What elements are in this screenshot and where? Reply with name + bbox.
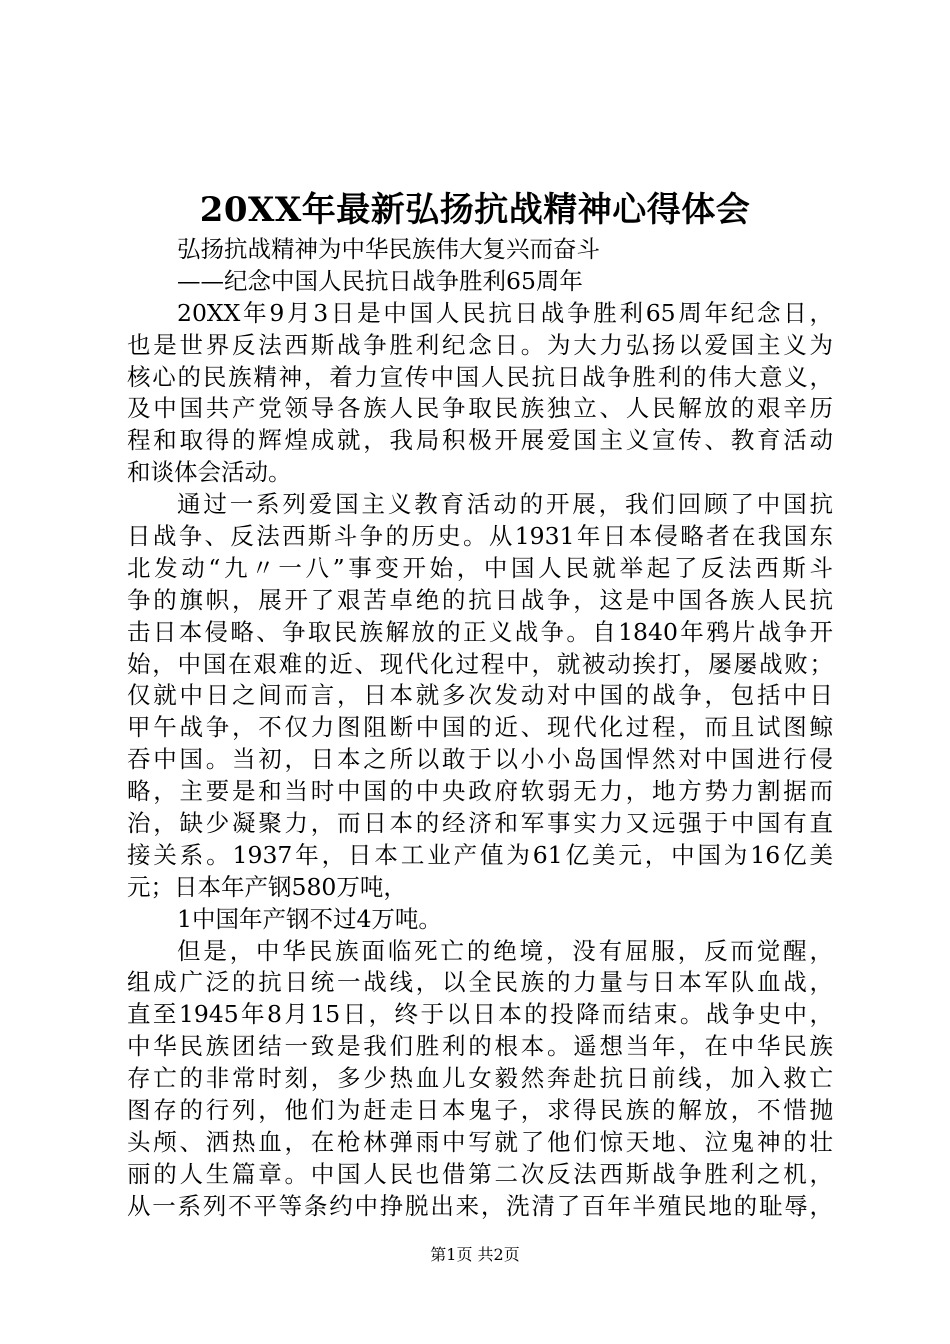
- text-line: 仅就中日之间而言，日本就多次发动对中国的战争，包括中日: [127, 681, 833, 710]
- text-line: 吞中国。当初，日本之所以敢于以小小岛国悍然对中国进行侵: [127, 745, 833, 774]
- page-footer: 第1页 共2页: [430, 1245, 520, 1264]
- text-line: 从一系列不平等条约中挣脱出来，洗清了百年半殖民地的耻辱，: [127, 1191, 833, 1220]
- text-line: 1中国年产钢不过4万吨。: [177, 904, 442, 933]
- text-line: 争的旗帜，展开了艰苦卓绝的抗日战争，这是中国各族人民抗: [127, 585, 833, 614]
- text-line: 弘扬抗战精神为中华民族伟大复兴而奋斗: [177, 235, 600, 263]
- text-line: ——纪念中国人民抗日战争胜利65周年: [177, 266, 583, 295]
- text-line: 日战争、反法西斯斗争的历史。从1931年日本侵略者在我国东: [127, 522, 833, 551]
- text-line: 但是，中华民族面临死亡的绝境，没有屈服，反而觉醒，: [177, 936, 833, 965]
- text-line: 也是世界反法西斯战争胜利纪念日。为大力弘扬以爱国主义为: [127, 330, 833, 359]
- page-title: 20XX年最新弘扬抗战精神心得体会: [199, 190, 751, 230]
- text-line: 元；日本年产钢580万吨，: [127, 872, 407, 901]
- text-line: 击日本侵略、争取民族解放的正义战争。自1840年鸦片战争开: [127, 617, 833, 646]
- text-line: 略，主要是和当时中国的中央政府软弱无力，地方势力割据而: [127, 777, 833, 806]
- text-line: 组成广泛的抗日统一战线，以全民族的力量与日本军队血战，: [127, 968, 833, 997]
- text-line: 存亡的非常时刻，多少热血儿女毅然奔赴抗日前线，加入救亡: [127, 1064, 833, 1093]
- text-line: 20XX年9月3日是中国人民抗日战争胜利65周年纪念日，: [177, 298, 833, 327]
- text-line: 中华民族团结一致是我们胜利的根本。遥想当年，在中华民族: [127, 1032, 833, 1061]
- text-line: 核心的民族精神，着力宣传中国人民抗日战争胜利的伟大意义，: [127, 362, 833, 391]
- text-line: 及中国共产党领导各族人民争取民族独立、人民解放的艰辛历: [127, 394, 833, 423]
- text-line: 北发动“九〃一八”事变开始，中国人民就举起了反法西斯斗: [127, 553, 833, 582]
- text-line: 始，中国在艰难的近、现代化过程中，就被动挨打，屡屡战败；: [127, 649, 833, 678]
- text-line: 甲午战争，不仅力图阻断中国的近、现代化过程，而且试图鲸: [127, 713, 833, 742]
- text-line: 丽的人生篇章。中国人民也借第二次反法西斯战争胜利之机，: [127, 1159, 833, 1188]
- text-line: 治，缺少凝聚力，而日本的经济和军事实力又远强于中国有直: [127, 809, 833, 838]
- text-line: 和谈体会活动。: [127, 458, 292, 487]
- text-line: 头颅、洒热血，在枪林弹雨中写就了他们惊天地、泣鬼神的壮: [127, 1127, 833, 1156]
- text-line: 通过一系列爱国主义教育活动的开展，我们回顾了中国抗: [177, 490, 833, 519]
- text-line: 接关系。1937年，日本工业产值为61亿美元，中国为16亿美: [127, 840, 833, 869]
- text-line: 图存的行列，他们为赶走日本鬼子，求得民族的解放，不惜抛: [127, 1096, 833, 1125]
- text-line: 直至1945年8月15日，终于以日本的投降而结束。战争史中，: [127, 1000, 833, 1029]
- document-body: [127, 234, 833, 1223]
- text-line: 程和取得的辉煌成就，我局积极开展爱国主义宣传、教育活动: [127, 426, 833, 455]
